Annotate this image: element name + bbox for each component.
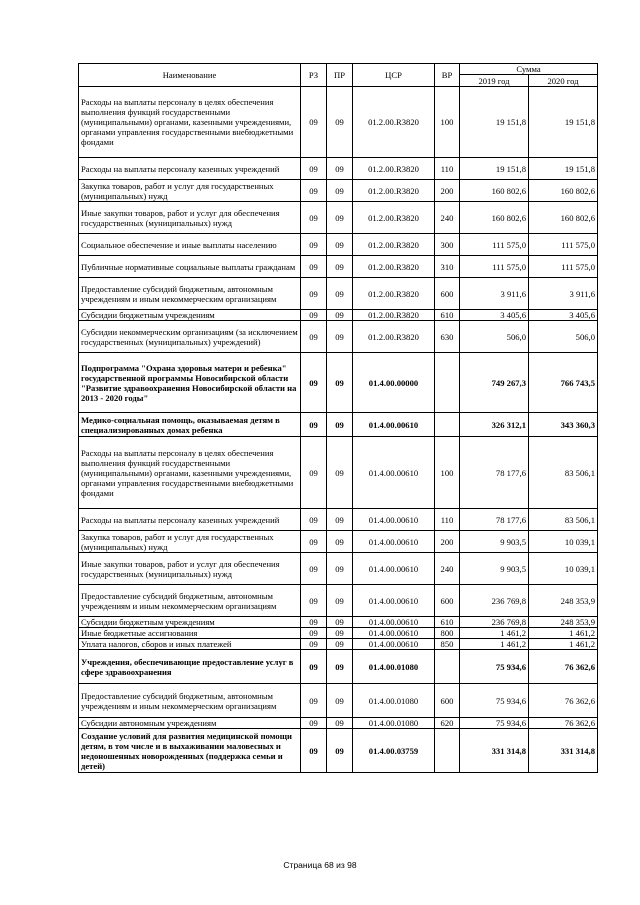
row-csr: 01.4.00.00610 bbox=[353, 628, 435, 639]
row-name: Субсидии бюджетным учреждениям bbox=[79, 310, 301, 321]
row-rz: 09 bbox=[301, 202, 327, 234]
table-row bbox=[79, 234, 598, 256]
row-csr: 01.4.00.00610 bbox=[353, 617, 435, 628]
row-csr: 01.2.00.R3820 bbox=[353, 158, 435, 180]
row-sum-2019: 506,0 bbox=[460, 321, 529, 353]
row-vr: 110 bbox=[435, 158, 460, 180]
row-pr: 09 bbox=[327, 684, 353, 718]
row-pr: 09 bbox=[327, 718, 353, 729]
row-sum-2020: 1 461,2 bbox=[529, 639, 598, 650]
row-sum-2020: 766 743,5 bbox=[529, 353, 598, 413]
row-csr: 01.4.00.00610 bbox=[353, 553, 435, 585]
row-sum-2019: 75 934,6 bbox=[460, 650, 529, 684]
row-name: Субсидии некоммерческим организациям (за исключением государственных (муниципальных) учреждений) bbox=[79, 321, 301, 353]
header-rz: РЗ bbox=[301, 64, 327, 87]
row-vr: 630 bbox=[435, 321, 460, 353]
row-rz: 09 bbox=[301, 718, 327, 729]
row-sum-2019: 9 903,5 bbox=[460, 553, 529, 585]
row-name: Предоставление субсидий бюджетным, автономным учреждениям и иным некоммерческим организациям bbox=[79, 684, 301, 718]
row-sum-2019: 78 177,6 bbox=[460, 437, 529, 509]
row-pr: 09 bbox=[327, 87, 353, 158]
row-rz: 09 bbox=[301, 684, 327, 718]
row-pr: 09 bbox=[327, 650, 353, 684]
row-rz: 09 bbox=[301, 639, 327, 650]
row-rz: 09 bbox=[301, 650, 327, 684]
row-rz: 09 bbox=[301, 628, 327, 639]
row-csr: 01.4.00.00000 bbox=[353, 353, 435, 413]
row-name: Закупка товаров, работ и услуг для государственных (муниципальных) нужд bbox=[79, 180, 301, 202]
row-rz: 09 bbox=[301, 180, 327, 202]
row-csr: 01.2.00.R3820 bbox=[353, 278, 435, 310]
row-sum-2019: 1 461,2 bbox=[460, 628, 529, 639]
row-vr: 600 bbox=[435, 278, 460, 310]
row-sum-2020: 331 314,8 bbox=[529, 729, 598, 773]
table-row bbox=[79, 650, 598, 684]
row-vr: 240 bbox=[435, 202, 460, 234]
row-name: Расходы на выплаты персоналу в целях обеспечения выполнения функций государственными (муниципальными) органами, казенными учреждениями, органами управления государственными внебюджетными фондами bbox=[79, 437, 301, 509]
row-name: Предоставление субсидий бюджетным, автономным учреждениям и иным некоммерческим организациям bbox=[79, 278, 301, 310]
table-row bbox=[79, 617, 598, 628]
row-pr: 09 bbox=[327, 531, 353, 553]
table-row bbox=[79, 87, 598, 158]
header-name: Наименование bbox=[79, 64, 301, 87]
row-sum-2019: 111 575,0 bbox=[460, 256, 529, 278]
row-pr: 09 bbox=[327, 234, 353, 256]
table-row bbox=[79, 321, 598, 353]
row-vr: 610 bbox=[435, 617, 460, 628]
row-name: Иные бюджетные ассигнования bbox=[79, 628, 301, 639]
row-pr: 09 bbox=[327, 158, 353, 180]
row-rz: 09 bbox=[301, 278, 327, 310]
row-vr: 200 bbox=[435, 180, 460, 202]
row-name: Подпрограмма "Охрана здоровья матери и ребенка" государственной программы Новосибирской области "Развитие здравоохранения Новосибирской области на 2013 - 2020 годы" bbox=[79, 353, 301, 413]
row-name: Предоставление субсидий бюджетным, автономным учреждениям и иным некоммерческим организациям bbox=[79, 585, 301, 617]
row-sum-2019: 749 267,3 bbox=[460, 353, 529, 413]
row-vr: 100 bbox=[435, 437, 460, 509]
row-vr: 110 bbox=[435, 509, 460, 531]
row-sum-2019: 1 461,2 bbox=[460, 639, 529, 650]
row-rz: 09 bbox=[301, 553, 327, 585]
table-row bbox=[79, 553, 598, 585]
row-sum-2020: 248 353,9 bbox=[529, 617, 598, 628]
row-sum-2020: 111 575,0 bbox=[529, 234, 598, 256]
row-sum-2020: 3 405,6 bbox=[529, 310, 598, 321]
row-name: Уплата налогов, сборов и иных платежей bbox=[79, 639, 301, 650]
row-vr bbox=[435, 413, 460, 437]
row-name: Публичные нормативные социальные выплаты гражданам bbox=[79, 256, 301, 278]
row-rz: 09 bbox=[301, 256, 327, 278]
table-row bbox=[79, 202, 598, 234]
row-vr bbox=[435, 729, 460, 773]
row-pr: 09 bbox=[327, 585, 353, 617]
row-rz: 09 bbox=[301, 437, 327, 509]
row-sum-2020: 19 151,8 bbox=[529, 158, 598, 180]
row-sum-2019: 19 151,8 bbox=[460, 158, 529, 180]
row-sum-2020: 160 802,6 bbox=[529, 180, 598, 202]
row-pr: 09 bbox=[327, 628, 353, 639]
row-name: Медико-социальная помощь, оказываемая детям в специализированных домах ребенка bbox=[79, 413, 301, 437]
row-name: Расходы на выплаты персоналу в целях обеспечения выполнения функций государственными (муниципальными) органами, казенными учреждениями, органами управления государственными внебюджетными фондами bbox=[79, 87, 301, 158]
row-name: Субсидии автономным учреждениям bbox=[79, 718, 301, 729]
table-row bbox=[79, 256, 598, 278]
row-rz: 09 bbox=[301, 413, 327, 437]
table-row bbox=[79, 509, 598, 531]
page-number-footer: Страница 68 из 98 bbox=[283, 860, 357, 870]
row-pr: 09 bbox=[327, 278, 353, 310]
row-name: Создание условий для развития медицинской помощи детям, в том числе и в выхаживании маловесных и недоношенных новорожденных (поддержка семьи и детей) bbox=[79, 729, 301, 773]
table-row bbox=[79, 180, 598, 202]
table-row bbox=[79, 278, 598, 310]
table-row bbox=[79, 684, 598, 718]
row-sum-2020: 506,0 bbox=[529, 321, 598, 353]
row-csr: 01.2.00.R3820 bbox=[353, 234, 435, 256]
row-vr: 800 bbox=[435, 628, 460, 639]
row-vr: 240 bbox=[435, 553, 460, 585]
row-csr: 01.4.00.01080 bbox=[353, 684, 435, 718]
row-pr: 09 bbox=[327, 509, 353, 531]
row-pr: 09 bbox=[327, 321, 353, 353]
row-vr bbox=[435, 650, 460, 684]
row-rz: 09 bbox=[301, 585, 327, 617]
row-sum-2020: 19 151,8 bbox=[529, 87, 598, 158]
row-pr: 09 bbox=[327, 310, 353, 321]
table-row bbox=[79, 310, 598, 321]
row-csr: 01.4.00.00610 bbox=[353, 509, 435, 531]
row-sum-2019: 236 769,8 bbox=[460, 617, 529, 628]
row-name: Расходы на выплаты персоналу казенных учреждений bbox=[79, 509, 301, 531]
header-year-2020: 2020 год bbox=[529, 75, 598, 87]
row-sum-2019: 19 151,8 bbox=[460, 87, 529, 158]
table-row bbox=[79, 718, 598, 729]
row-vr: 850 bbox=[435, 639, 460, 650]
row-csr: 01.4.00.00610 bbox=[353, 437, 435, 509]
row-name: Закупка товаров, работ и услуг для государственных (муниципальных) нужд bbox=[79, 531, 301, 553]
table-row bbox=[79, 729, 598, 773]
row-name: Иные закупки товаров, работ и услуг для обеспечения государственных (муниципальных) нужд bbox=[79, 553, 301, 585]
row-csr: 01.4.00.00610 bbox=[353, 531, 435, 553]
row-sum-2019: 236 769,8 bbox=[460, 585, 529, 617]
row-sum-2020: 76 362,6 bbox=[529, 718, 598, 729]
header-pr: ПР bbox=[327, 64, 353, 87]
row-csr: 01.4.00.01080 bbox=[353, 650, 435, 684]
row-csr: 01.2.00.R3820 bbox=[353, 87, 435, 158]
table-row bbox=[79, 531, 598, 553]
row-rz: 09 bbox=[301, 729, 327, 773]
row-sum-2020: 76 362,6 bbox=[529, 650, 598, 684]
row-vr bbox=[435, 353, 460, 413]
table-row bbox=[79, 158, 598, 180]
row-csr: 01.4.00.00610 bbox=[353, 585, 435, 617]
row-rz: 09 bbox=[301, 321, 327, 353]
row-name: Социальное обеспечение и иные выплаты населению bbox=[79, 234, 301, 256]
row-vr: 600 bbox=[435, 684, 460, 718]
header-sum: Сумма bbox=[460, 64, 598, 75]
row-vr: 310 bbox=[435, 256, 460, 278]
row-csr: 01.2.00.R3820 bbox=[353, 321, 435, 353]
row-pr: 09 bbox=[327, 180, 353, 202]
row-pr: 09 bbox=[327, 617, 353, 628]
row-rz: 09 bbox=[301, 234, 327, 256]
row-vr: 100 bbox=[435, 87, 460, 158]
row-pr: 09 bbox=[327, 256, 353, 278]
table-row bbox=[79, 585, 598, 617]
row-rz: 09 bbox=[301, 310, 327, 321]
row-rz: 09 bbox=[301, 617, 327, 628]
row-pr: 09 bbox=[327, 553, 353, 585]
row-sum-2020: 83 506,1 bbox=[529, 437, 598, 509]
row-rz: 09 bbox=[301, 87, 327, 158]
row-csr: 01.2.00.R3820 bbox=[353, 256, 435, 278]
table-row bbox=[79, 413, 598, 437]
header-csr: ЦСР bbox=[353, 64, 435, 87]
row-pr: 09 bbox=[327, 202, 353, 234]
row-pr: 09 bbox=[327, 413, 353, 437]
row-pr: 09 bbox=[327, 639, 353, 650]
row-csr: 01.2.00.R3820 bbox=[353, 180, 435, 202]
row-name: Учреждения, обеспечивающие предоставление услуг в сфере здравоохранения bbox=[79, 650, 301, 684]
row-sum-2020: 83 506,1 bbox=[529, 509, 598, 531]
row-sum-2020: 1 461,2 bbox=[529, 628, 598, 639]
row-sum-2019: 78 177,6 bbox=[460, 509, 529, 531]
row-sum-2020: 3 911,6 bbox=[529, 278, 598, 310]
row-vr: 620 bbox=[435, 718, 460, 729]
row-csr: 01.2.00.R3820 bbox=[353, 310, 435, 321]
row-sum-2019: 3 405,6 bbox=[460, 310, 529, 321]
row-csr: 01.4.00.00610 bbox=[353, 639, 435, 650]
row-sum-2019: 326 312,1 bbox=[460, 413, 529, 437]
row-vr: 610 bbox=[435, 310, 460, 321]
row-sum-2019: 160 802,6 bbox=[460, 180, 529, 202]
row-sum-2020: 10 039,1 bbox=[529, 553, 598, 585]
row-pr: 09 bbox=[327, 353, 353, 413]
table-row bbox=[79, 628, 598, 639]
row-sum-2020: 248 353,9 bbox=[529, 585, 598, 617]
budget-table bbox=[78, 63, 598, 773]
row-sum-2020: 10 039,1 bbox=[529, 531, 598, 553]
row-sum-2019: 160 802,6 bbox=[460, 202, 529, 234]
row-sum-2019: 9 903,5 bbox=[460, 531, 529, 553]
table-row bbox=[79, 639, 598, 650]
row-pr: 09 bbox=[327, 729, 353, 773]
row-name: Расходы на выплаты персоналу казенных учреждений bbox=[79, 158, 301, 180]
row-rz: 09 bbox=[301, 509, 327, 531]
row-vr: 300 bbox=[435, 234, 460, 256]
row-sum-2019: 111 575,0 bbox=[460, 234, 529, 256]
table-row bbox=[79, 353, 598, 413]
row-sum-2020: 343 360,3 bbox=[529, 413, 598, 437]
row-rz: 09 bbox=[301, 531, 327, 553]
row-pr: 09 bbox=[327, 437, 353, 509]
row-name: Иные закупки товаров, работ и услуг для обеспечения государственных (муниципальных) нужд bbox=[79, 202, 301, 234]
row-sum-2019: 75 934,6 bbox=[460, 718, 529, 729]
row-sum-2020: 111 575,0 bbox=[529, 256, 598, 278]
header-vr: ВР bbox=[435, 64, 460, 87]
row-sum-2019: 75 934,6 bbox=[460, 684, 529, 718]
row-sum-2020: 160 802,6 bbox=[529, 202, 598, 234]
row-sum-2019: 331 314,8 bbox=[460, 729, 529, 773]
header-year-2019: 2019 год bbox=[460, 75, 529, 87]
table-row bbox=[79, 437, 598, 509]
table-body bbox=[79, 87, 598, 773]
row-csr: 01.4.00.03759 bbox=[353, 729, 435, 773]
row-sum-2019: 3 911,6 bbox=[460, 278, 529, 310]
row-name: Субсидии бюджетным учреждениям bbox=[79, 617, 301, 628]
row-csr: 01.4.00.00610 bbox=[353, 413, 435, 437]
row-vr: 600 bbox=[435, 585, 460, 617]
row-rz: 09 bbox=[301, 353, 327, 413]
row-vr: 200 bbox=[435, 531, 460, 553]
row-sum-2020: 76 362,6 bbox=[529, 684, 598, 718]
row-csr: 01.2.00.R3820 bbox=[353, 202, 435, 234]
row-rz: 09 bbox=[301, 158, 327, 180]
row-csr: 01.4.00.01080 bbox=[353, 718, 435, 729]
